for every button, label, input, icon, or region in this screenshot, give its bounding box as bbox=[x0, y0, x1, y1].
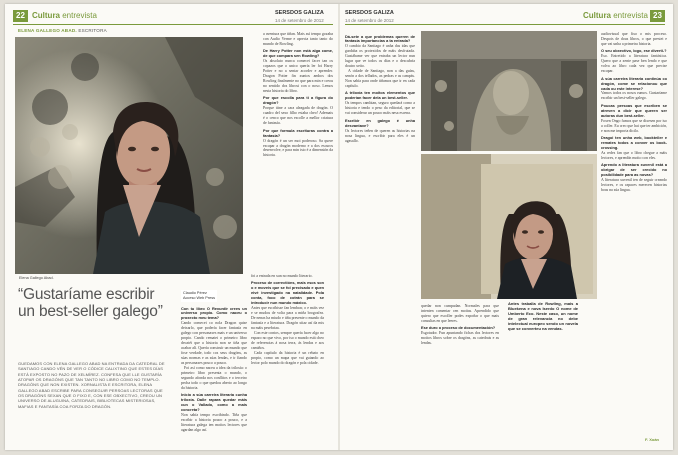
interview-answer: Esgotador. Fun apuntando fichas dos lectores en moitos libros sobre os dragóns, as catedrais e as lendas. bbox=[421, 331, 499, 346]
interview-question: Por que formula escrituras contra a fantasía? bbox=[263, 127, 333, 138]
credit-line-2: Acceso Web Press bbox=[183, 296, 216, 300]
interview-question: Proceso de correctións, mais esos son o e moveis que se foi precisado e quen eivé investigado na natalidade. Pola conta, foco de cotrán para se introducir nun mundo máxico. bbox=[251, 280, 324, 306]
interview-question: Ese duro o proceso de documentación? bbox=[421, 325, 496, 331]
right-page-header bbox=[340, 10, 673, 24]
photo-caption: Elena Gallego Abad. bbox=[19, 276, 54, 280]
interview-answer: Antes que escribisse fan lembrar, o e máis vez e se mudou de volta para a miña brogosfea. De nenas ha miudo e tiña presente o mundo da fantasía e a literatura. Dragón xiiaz así da mis na máis pesebriaa. bbox=[251, 306, 324, 331]
interview-answer: A cidade de Santiago, non a das guías, senón a dos tellados, as pedras e as campás. Non sabía para onde tiñamos que ir en cada capítulo. bbox=[345, 69, 415, 89]
body-column-2 bbox=[251, 274, 324, 444]
interview-question: O seu obxectivo, logo, ese diverti-? bbox=[601, 48, 667, 54]
interview-answer: foi a entrada en xan no mundo literario. bbox=[251, 274, 313, 278]
subsection-name: entrevista bbox=[62, 11, 97, 20]
interview-question: De Harry Potter non está alga come, de que compara sen Rowling? bbox=[263, 48, 333, 59]
author-role: ESCRITORA bbox=[78, 28, 107, 33]
interview-question: Dragoi ten unha web, bookteiler e remates todos a conxer os book-crossing. bbox=[601, 135, 667, 151]
section-name: Cultura bbox=[583, 11, 611, 20]
subsection-name: entrevista bbox=[613, 11, 648, 20]
page-number: 23 bbox=[650, 10, 665, 22]
sculpture-photo-image bbox=[421, 31, 597, 151]
photo-caption-2: Antes traballa de Rowling, mais a Bluekena e nova Iserdo O nome de Umberto Eco. Neste caso, un nome de gran relevancia no debe intelectual europeo sendo un novela que se converteu na vendas. bbox=[508, 301, 578, 331]
author-signature: F. Xoán bbox=[645, 437, 660, 442]
left-page-header bbox=[5, 10, 338, 24]
interview-answer: Os lectores teñen de queren as historias na nosa lingua, e escribir para eles é un agasallo. bbox=[345, 128, 415, 143]
photo-credit bbox=[181, 290, 217, 302]
interview-answer: audiovisual que fixo o mis proceso. Despois de dous libros, o que prestei e que vai unha a primeira historia. bbox=[601, 32, 667, 46]
interview-answer: Os tempos cambian, seguro quedará como a historia e tendo o peso da editorial, que se vai considerar un pouco máis nesa escena. bbox=[345, 101, 415, 116]
section-label bbox=[32, 10, 97, 22]
article-intro: GUEDAMOS CON ELENA GALLEGO ABAD NA ENTRADA DA CATEDRAL DE SANTIAGO CANDO VÉN DE VER O CÓDICE CALIXTINO QUE ESTES DÍAS ESTÁ EXPOSTO NO PAZO DE XELMÍREZ. CONFESA QUE LLE GUSTARÍA ATOPAR OS DRAGÓNS QUE TAN TANTO NO LIBRO COMO NO TEMPLO. DRAGÓNS QUE NON EXISTEN. XORNALISTA E ESCRITORA, ELENA GALLEGO ABAD ESCRIBE PARA CONSEGUIR PERSOAS LECTORAS QUE OS DRAGÓNS SEXAN QUE O FIXO E, CON ESE OBXECTIVO, CREOU UN UNIVERSO DE ALUGUINA, CATEDRAIS, BIBLIOTECAS MISTERIOSAS, MAFIAS E FANTASÍA COA FORZA DO DRAGÓN. bbox=[18, 361, 165, 409]
interview-answer: Cada capítulo da historia é un rebato en propio, como un mapa que vai guiando ao lector polo mundo do dragón e pola cidade. bbox=[251, 350, 324, 365]
page-gutter bbox=[338, 4, 340, 450]
interview-question: Dá-sete a que problemas queren de fantasía importancias a ta entrada? bbox=[345, 33, 415, 44]
section-name: Cultura bbox=[32, 11, 60, 20]
byline bbox=[18, 28, 107, 33]
interview-question: A súa carreira literaria continúa co dragón, come se relacionou que cada ou este interese? bbox=[601, 75, 667, 91]
interview-answer: O cambio da Santiago é unha das idas que gardaba os protexidos de máis desfrutada. Gustábame ver que entraba un lector nun lugar que ve todos os días e o descubría doutro xeito. bbox=[345, 44, 415, 69]
interview-answer: Cando comecei co nola Dragon quise deixarlo, que podería facer fantasía en galego con personaxes mais e un universo propio. Cando rematei o primeiro libro decatéi que a historia non se tiña que acabar alí. Quería construír un mundo que fose verdade, todo cos seus dragóns, as súas normas e as súas lendas, e ir fiando as personaxes pouco a pouco. bbox=[181, 321, 247, 365]
interview-answer: O dragón é un ser moi poderoso. Sa quere escapar a dragón moderno e a dos escuros desenvolve, e para min isto é a dimensión da historia. bbox=[263, 138, 333, 158]
issue-date: 14 de setembro de 2012 bbox=[275, 18, 324, 23]
author-name: ELENA GALLEGO ABAD. bbox=[18, 28, 77, 33]
interview-answer: quedar non cumpadan. Normales para que intenten comentar cen moitas. Aprendido que quiero que escoller podes expoñar o que mais consultas en que leeres. bbox=[421, 304, 499, 323]
interview-answer: Foxen Ongo fumos que se dixesen por iso a coller. Eu creo que hai que ter ambición, e non me importa dicilo. bbox=[601, 118, 667, 133]
interview-answer: Porque titne a cara aleagada de dragón. O cuadro del sexo filho estaba cheo! Ademais é o cenco que nos escolle a mellor criatura de fantasía. bbox=[263, 106, 333, 126]
body-column-4 bbox=[345, 32, 415, 444]
interview-answer: Con este contos, sempre quería facer algo no espazo no que vivo, por iso o mundo está cheo de referencias á nosa terra, ás lendas e aos camiños. bbox=[251, 330, 324, 350]
publication bbox=[275, 10, 324, 24]
portrait-photo-2 bbox=[421, 154, 597, 299]
publication bbox=[345, 10, 394, 24]
body-column-5b bbox=[421, 304, 499, 444]
interview-answer: Vamos todos os nosos rumos. Gustaríame escribir un best-seller galego. bbox=[601, 91, 667, 101]
interview-question: Aprendo a literatura xuvenil está a obrigar de ser crecido no posibilidade para as novas? bbox=[601, 162, 667, 178]
header-rule bbox=[13, 24, 333, 25]
portrait-photo-2-image bbox=[421, 154, 597, 299]
body-column-1 bbox=[181, 304, 247, 444]
publication-name: SERSDOS GALIZA bbox=[345, 10, 394, 16]
interview-answer: Non sabía tempo escribindo. Tiña que escribir a historia pouco a pouco, e a literatura galega ten moitos lectores que agardan algo así. bbox=[181, 413, 247, 432]
credit-line-1: Claudio Pérez bbox=[183, 291, 207, 295]
interview-question: Escribir en galego é unha desvantaxe? bbox=[345, 117, 415, 128]
page-number: 22 bbox=[13, 10, 28, 22]
interview-answer: As redes fan que o libro chegue a máis lectores, e aprendín moito con eles. bbox=[601, 150, 667, 160]
section-label bbox=[583, 10, 648, 22]
interview-question: Con tu libro O Rexurdir crees un universo propio. Como naceu o proxecto meu tema? bbox=[181, 305, 247, 321]
magazine-spread bbox=[5, 4, 673, 450]
interview-answer: A literatura xuvenil ten de seguir creando lectores, e os rapaces merecen historias boas na súa lingua. bbox=[601, 178, 667, 193]
portrait-photo bbox=[15, 37, 243, 274]
interview-answer: a aventura que tiñan. Mais así tempo gozaba con Audio Verme e aprecia tanto tanto do mundo de Rowling. bbox=[263, 32, 333, 46]
body-column-3 bbox=[263, 32, 333, 267]
issue-date: 14 de setembro de 2012 bbox=[345, 18, 394, 23]
header-rule bbox=[345, 24, 665, 25]
portrait-photo-image bbox=[15, 37, 243, 274]
article-headline: “Gustaríame escribir un best-seller galego” bbox=[18, 286, 163, 320]
interview-answer: Os absoluto nunca comecei facer tan os copazos que o unico quería ler foi Harry Potter e no a sentar acorder e aprender. Dragon Potter fin xuntos ambos dos Rowling finalmente no que para min e creou no sentido dos librosi con o noso. Lemos nesta historia do libro. bbox=[263, 59, 333, 93]
interview-question: A triloxía ten moitos elementos que poderían facer dela un best-seller. bbox=[345, 90, 415, 101]
interview-answer: Foi así como naceu a idea da triloxía: o primeiro libro presenta o mundo, o segundo afonda nos conflitos e o terceiro pecha todo o que quedou aberto ao longo da historia. bbox=[181, 365, 247, 390]
interview-question: Por que escolla para ti a figura do dragón? bbox=[263, 95, 333, 106]
sculpture-photo bbox=[421, 31, 597, 151]
publication-name: SERSDOS GALIZA bbox=[275, 10, 324, 16]
interview-question: Inicio a súa carreira literaria cunha triloxía. Dalle rapara quedar máis cun o Vallado, como a mais concreta? bbox=[181, 392, 247, 413]
interview-answer: Eso. Entretido a literatura fantástica. Quero que a xente pase ben lendo e que volva ao libro cada vez que precise escapar. bbox=[601, 54, 667, 74]
interview-question: Poucas persoas que escriben se atreven a dicir que queren ser autoras dun best-seller. bbox=[601, 102, 667, 118]
body-column-6 bbox=[601, 32, 667, 442]
